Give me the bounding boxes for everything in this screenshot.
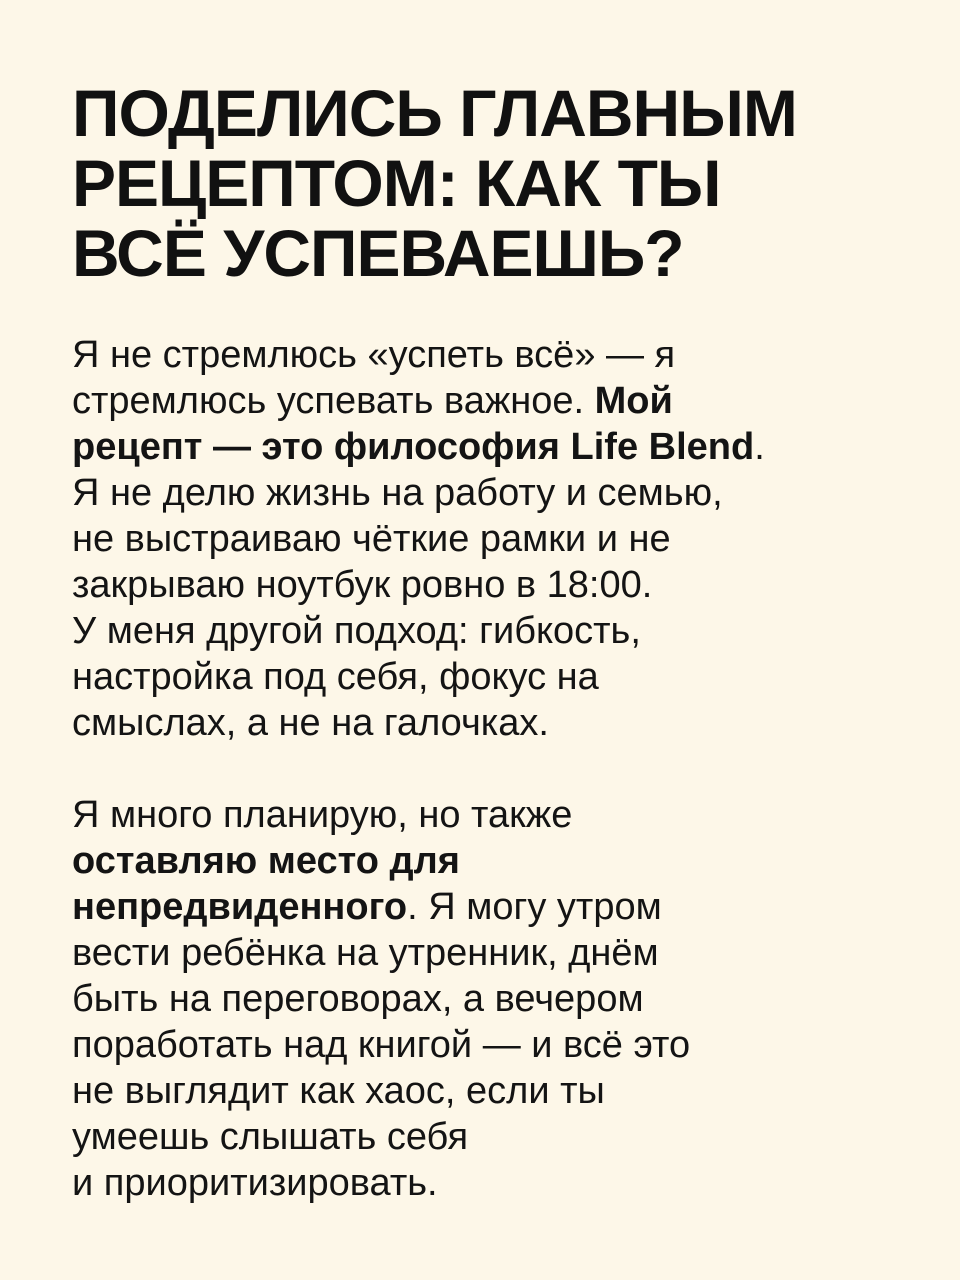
- bold-fragment: непредвиденного: [72, 886, 408, 928]
- headline-line: РЕЦЕПТОМ: КАК ТЫ: [72, 146, 721, 220]
- text-line: не выглядит как хаос, если ты: [72, 1070, 605, 1112]
- post-card: [72, 78, 902, 1206]
- bold-fragment: Мой: [594, 380, 673, 422]
- text-fragment: .: [754, 426, 765, 468]
- text-line: смыслах, а не на галочках.: [72, 702, 549, 744]
- text-line: поработать над книгой — и всё это: [72, 1024, 691, 1066]
- text-line: [72, 378, 902, 424]
- bold-line: оставляю место для: [72, 840, 460, 882]
- text-line: и приоритизировать.: [72, 1162, 438, 1204]
- text-line: настройка под себя, фокус на: [72, 656, 599, 698]
- text-line: [72, 884, 902, 930]
- text-line: умеешь слышать себя: [72, 1116, 469, 1158]
- headline-line: ПОДЕЛИСЬ ГЛАВНЫМ: [72, 76, 797, 150]
- text-fragment: стремлюсь успевать важное.: [72, 380, 595, 422]
- text-line: быть на переговорах, а вечером: [72, 978, 644, 1020]
- text-fragment: . Я могу утром: [407, 886, 662, 928]
- text-line: Я не делю жизнь на работу и семью,: [72, 472, 723, 514]
- text-line: Я не стремлюсь «успеть всё» — я: [72, 334, 676, 376]
- headline: [72, 78, 902, 288]
- paragraph-life-blend: [72, 332, 902, 746]
- text-line: закрываю ноутбук ровно в 18:00.: [72, 564, 653, 606]
- headline-line: ВСЁ УСПЕВАЕШЬ?: [72, 216, 684, 290]
- paragraph-planning: [72, 792, 902, 1206]
- bold-fragment: рецепт — это философия Life Blend: [72, 426, 755, 468]
- text-line: Я много планирую, но также: [72, 794, 573, 836]
- text-line: не выстраиваю чёткие рамки и не: [72, 518, 671, 560]
- text-line: [72, 424, 902, 470]
- text-line: вести ребёнка на утренник, днём: [72, 932, 659, 974]
- text-line: У меня другой подход: гибкость,: [72, 610, 641, 652]
